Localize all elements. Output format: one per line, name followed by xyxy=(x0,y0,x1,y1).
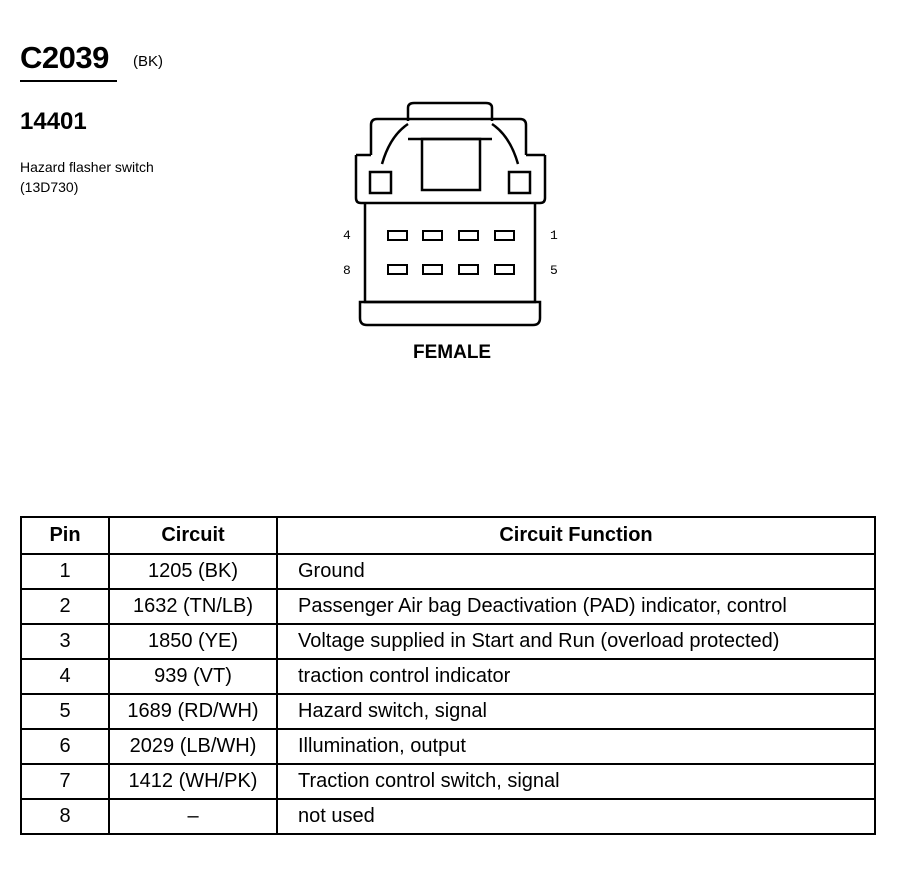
table-row xyxy=(21,764,875,799)
function-cell: not used xyxy=(277,799,875,834)
function-cell: Illumination, output xyxy=(277,729,875,764)
table-row xyxy=(21,694,875,729)
connector-id: C2039 xyxy=(20,40,109,75)
connector-face-diagram xyxy=(340,100,560,340)
table-row xyxy=(21,554,875,589)
header-circuit-function: Circuit Function xyxy=(277,517,875,554)
table-header-row xyxy=(21,517,875,554)
component-name: Hazard flasher switch (13D730) xyxy=(20,159,154,195)
pin-cell: 8 xyxy=(21,799,109,834)
pin-cell: 7 xyxy=(21,764,109,799)
circuit-cell: 2029 (LB/WH) xyxy=(109,729,277,764)
pin-label-5: 5 xyxy=(550,263,558,278)
pin-cell: 1 xyxy=(21,554,109,589)
connector-gender-label: FEMALE xyxy=(413,342,492,363)
table-row xyxy=(21,729,875,764)
function-cell: Ground xyxy=(277,554,875,589)
pinout-table xyxy=(20,516,876,835)
function-cell: traction control indicator xyxy=(277,659,875,694)
pin-label-8: 8 xyxy=(343,263,351,278)
pin-cell: 2 xyxy=(21,589,109,624)
connector-id-underline xyxy=(20,80,117,82)
connector-color: (BK) xyxy=(133,53,163,70)
table-row xyxy=(21,799,875,834)
circuit-cell: 1205 (BK) xyxy=(109,554,277,589)
pin-cell: 5 xyxy=(21,694,109,729)
circuit-cell: 1689 (RD/WH) xyxy=(109,694,277,729)
header-pin: Pin xyxy=(21,517,109,554)
circuit-cell: 1412 (WH/PK) xyxy=(109,764,277,799)
circuit-cell: 1632 (TN/LB) xyxy=(109,589,277,624)
pin-label-1: 1 xyxy=(550,228,558,243)
pin-cell: 4 xyxy=(21,659,109,694)
circuit-cell: – xyxy=(109,799,277,834)
table-row xyxy=(21,589,875,624)
function-cell: Hazard switch, signal xyxy=(277,694,875,729)
header-circuit: Circuit xyxy=(109,517,277,554)
function-cell: Passenger Air bag Deactivation (PAD) indicator, control xyxy=(277,589,875,624)
function-cell: Voltage supplied in Start and Run (overload protected) xyxy=(277,624,875,659)
component-number: 14401 xyxy=(20,108,87,135)
table-row xyxy=(21,624,875,659)
table-row xyxy=(21,659,875,694)
circuit-cell: 939 (VT) xyxy=(109,659,277,694)
pin-cell: 3 xyxy=(21,624,109,659)
circuit-cell: 1850 (YE) xyxy=(109,624,277,659)
pin-label-4: 4 xyxy=(343,228,351,243)
function-cell: Traction control switch, signal xyxy=(277,764,875,799)
pin-cell: 6 xyxy=(21,729,109,764)
